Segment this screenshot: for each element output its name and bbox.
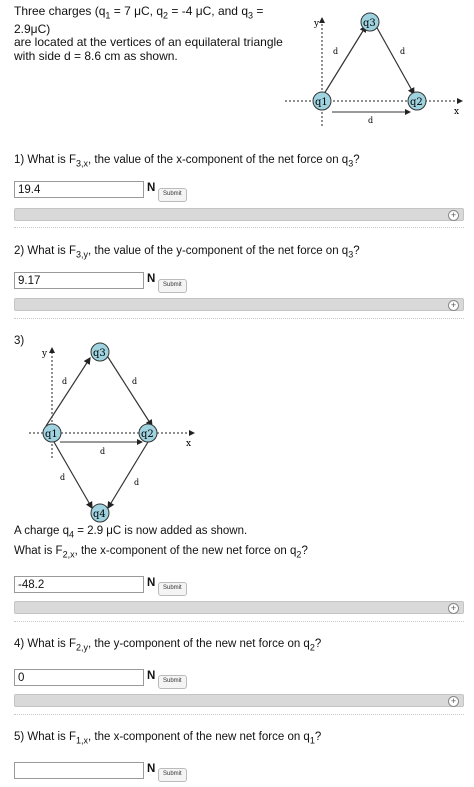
svg-text:d: d: [62, 377, 68, 386]
svg-text:q1: q1: [45, 429, 58, 440]
answer-3-input[interactable]: -48.2: [14, 576, 144, 593]
submit-button[interactable]: Submit: [158, 768, 187, 782]
question-5: 5) What is $F_{1,x}$, the x-component of the new net force on $q_1$?: [14, 731, 322, 746]
unit-label: N: [147, 273, 156, 285]
svg-text:d: d: [134, 478, 140, 487]
svg-text:d: d: [60, 473, 66, 482]
svg-text:x: x: [186, 439, 192, 449]
plus-circle-icon[interactable]: +: [448, 300, 459, 311]
svg-text:d: d: [368, 116, 374, 125]
question-3: What is $F_{2,x}$, the x-component of the new net force on $q_2$?: [14, 545, 308, 560]
x-axis-label: x: [454, 107, 460, 117]
svg-text:q2: q2: [141, 429, 154, 440]
unit-label: N: [147, 577, 156, 589]
unit-label: N: [147, 670, 156, 682]
plus-circle-icon[interactable]: +: [448, 696, 459, 707]
svg-text:q3: q3: [363, 18, 376, 29]
question-4: 4) What is $F_{2,y}$, the y-component of the new net force on $q_2$?: [14, 638, 322, 653]
hint-bar[interactable]: [14, 694, 464, 707]
unit-label: N: [147, 763, 156, 775]
svg-text:d: d: [100, 447, 106, 456]
part-3-label: 3): [14, 335, 25, 347]
added-charge-text: A charge $q_4 = 2.9$ μC is now added as shown.: [14, 525, 248, 540]
svg-text:q1: q1: [315, 97, 328, 108]
question-1: 1) What is $F_{3,x}$, the value of the x-component of the net force on $q_3$?: [14, 154, 360, 169]
question-2: 2) What is $F_{3,y}$, the value of the y-component of the net force on $q_3$?: [14, 245, 360, 260]
divider: [14, 318, 464, 319]
divider: [14, 227, 464, 228]
svg-text:d: d: [400, 47, 406, 56]
divider: [14, 714, 464, 715]
svg-text:y: y: [42, 349, 48, 359]
hint-bar[interactable]: [14, 298, 464, 311]
svg-text:d: d: [333, 47, 339, 56]
answer-2-input[interactable]: 9.17: [14, 272, 144, 289]
svg-text:d: d: [132, 377, 138, 386]
y-axis-label: y: [314, 19, 320, 29]
square-diagram: [24, 340, 204, 525]
unit-label: N: [147, 182, 156, 194]
answer-1-input[interactable]: 19.4: [14, 181, 144, 198]
divider: [14, 621, 464, 622]
problem-intro: Three charges ($q_1 = 7$ μC, $q_2 = -4$ μC, and $q_3 = 2.9\mu C$) are located at the vertices of an equilateral triangle with side d = 8.6 cm as shown.: [14, 4, 283, 63]
answer-5-input[interactable]: [14, 762, 144, 779]
submit-button[interactable]: Submit: [158, 675, 187, 689]
hint-bar[interactable]: [14, 601, 464, 614]
svg-text:q2: q2: [410, 97, 423, 108]
svg-text:q3: q3: [93, 348, 106, 359]
triangle-diagram: [280, 8, 470, 138]
plus-circle-icon[interactable]: +: [448, 603, 459, 614]
answer-4-input[interactable]: 0: [14, 669, 144, 686]
submit-button[interactable]: Submit: [158, 582, 187, 596]
svg-text:q4: q4: [93, 509, 106, 520]
plus-circle-icon[interactable]: +: [448, 210, 459, 221]
hint-bar[interactable]: [14, 208, 464, 221]
submit-button[interactable]: Submit: [158, 188, 187, 202]
submit-button[interactable]: Submit: [158, 279, 187, 293]
